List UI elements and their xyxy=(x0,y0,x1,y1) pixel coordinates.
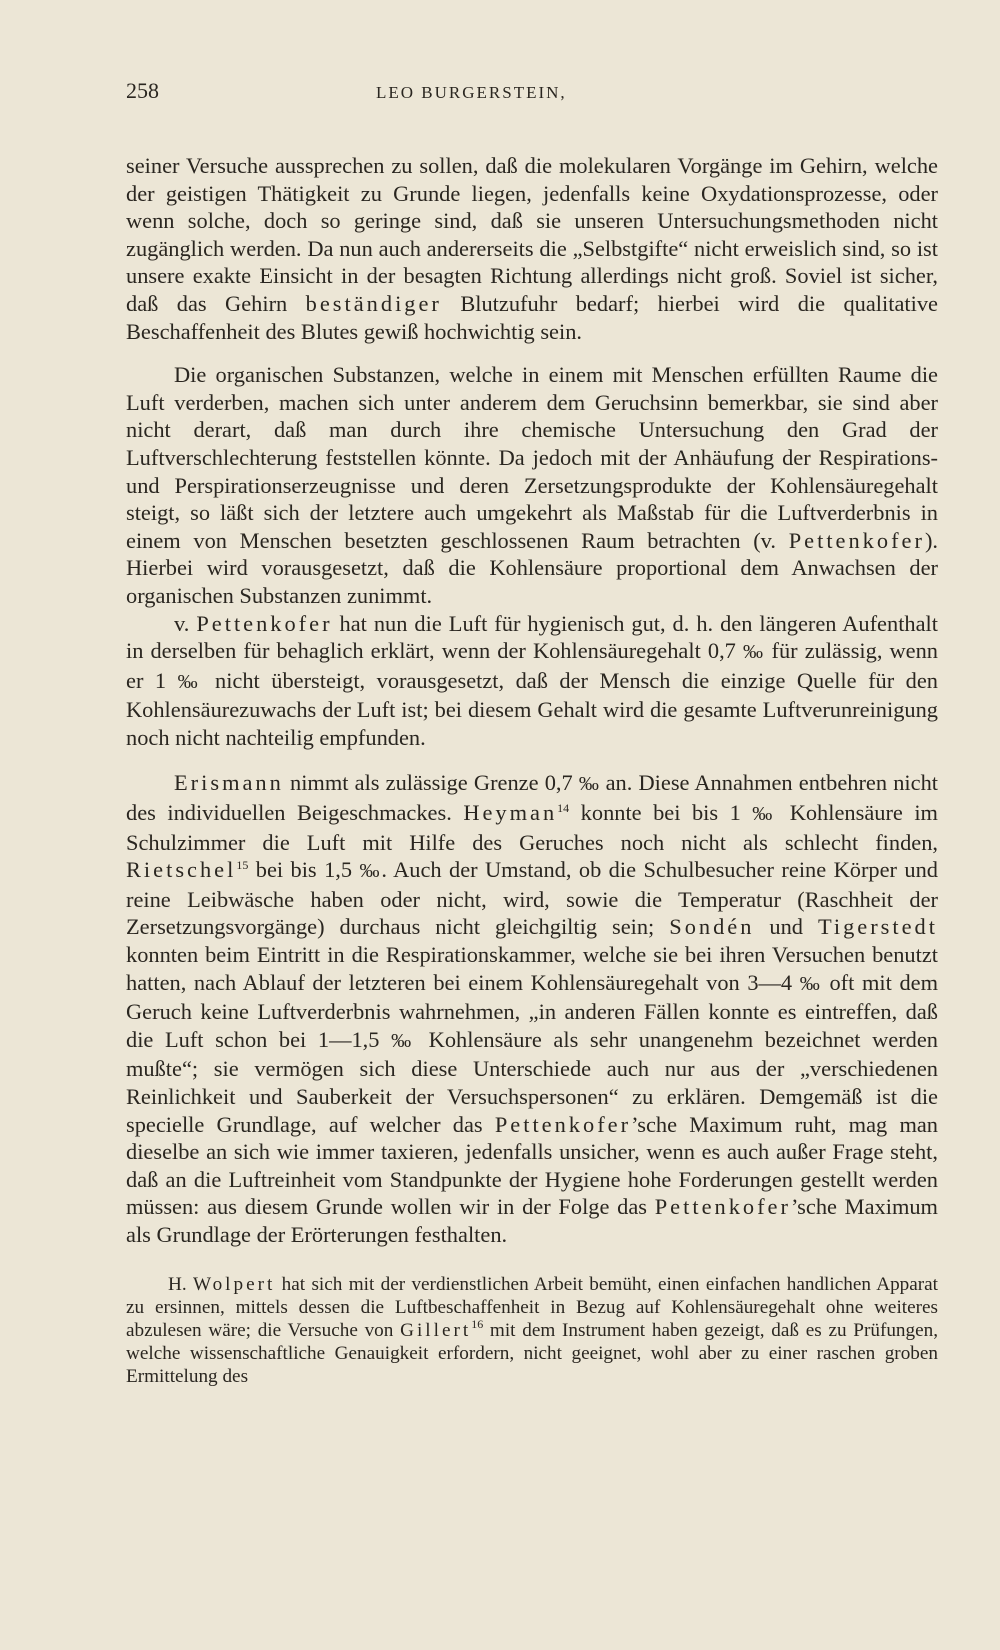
permille-sign: ‰ xyxy=(578,773,600,796)
text-run: v. xyxy=(174,610,190,636)
footnote-paragraph xyxy=(126,1273,938,1388)
reference-marker: 14 xyxy=(557,801,570,816)
permille-sign: ‰ xyxy=(799,972,822,995)
text-run: Kohlensäure im Schulzimmer die Luft mit Hilfe des Geruches noch nicht als schlecht finden, xyxy=(126,800,938,855)
author-name-spaced: Wolpert xyxy=(193,1273,276,1295)
text-run: für zulässig, wenn er 1 xyxy=(126,638,938,693)
permille-sign: ‰ xyxy=(177,670,204,693)
text-run: bei bis 1,5 xyxy=(255,857,353,883)
running-head: LEO BURGERSTEIN, xyxy=(376,83,567,102)
author-name-spaced: Pettenkofer xyxy=(654,1194,791,1220)
text-run: und xyxy=(769,914,803,940)
text-run: seiner Versuche aussprechen zu sollen, daß die molekularen Vorgänge im Gehirn, welche der geistigen Thätigkeit zu Grunde liegen, jedenfalls keine Oxydationsprozesse, oder wenn solche, doch so geringe sind, daß sie unseren Untersuchungsmethoden nicht zugänglich werden. Da nun auch andererseits die „Selbstgifte“ nicht erweislich sind, so ist unsere exakte Einsicht in der besagten Richtung allerdings nicht groß. Soviel ist sicher, daß das Gehirn xyxy=(126,153,938,316)
paragraph-4 xyxy=(126,769,938,1248)
text-run: konnte bei bis 1 xyxy=(580,800,741,826)
emphasis-spaced: beständiger xyxy=(305,290,442,316)
author-name-spaced: Tigerstedt xyxy=(817,914,938,940)
author-name-spaced: Sondén xyxy=(669,914,755,940)
text-run: Die organischen Substanzen, welche in einem mit Menschen erfüllten Raume die Luft verderben, machen sich unter anderem dem Geruchsinn bemerkbar, sie sind aber nicht derart, daß man durch ihre chemische Untersuchung den Grad der Luftverschlechterung feststellen könnte. Da jedoch mit der Anhäufung der Respirations- und Perspirationserzeugnisse und deren Zersetzungsprodukte der Kohlensäuregehalt steigt, so läßt sich der letztere auch umgekehrt als Maßstab für die Luftverderbnis in einem von Menschen besetzten geschlossenen Raum betrachten (v. xyxy=(126,362,938,553)
author-name-spaced: Rietschel xyxy=(126,857,237,883)
text-run: Blutzufuhr bedarf; hierbei wird die qualitative Beschaffenheit des Blutes gewiß hochwichtig sein. xyxy=(126,290,938,344)
text-run: nicht übersteigt, vorausgesetzt, daß der Mensch die einzige Quelle für den Kohlensäurezuwachs der Luft ist; bei diesem Gehalt wird die gesamte Luftverunreinigung noch nicht nachteilig empfunden. xyxy=(126,667,938,750)
author-name-spaced: Pettenkofer xyxy=(788,527,925,553)
permille-sign: ‰ xyxy=(359,860,382,883)
reference-marker: 15 xyxy=(236,858,249,873)
text-run: ’sche Maximum ruht, mag man dieselbe an sich wie immer taxieren, jedenfalls unsicher, wenn es auch außer Frage steht, daß an die Luftreinheit vom Standpunkte der Hygiene hohe Forderungen gestellt werden müssen: aus diesem Grunde wollen wir in der Folge das xyxy=(126,1111,939,1220)
author-name-spaced: Gillert xyxy=(400,1319,472,1341)
page-number: 258 xyxy=(126,78,159,103)
text-run: H. xyxy=(168,1273,187,1295)
permille-sign: ‰ xyxy=(742,641,765,664)
author-name-spaced: Heyman xyxy=(463,800,558,826)
text-run: Kohlensäure als sehr unangenehm bezeichnet werden mußte“; sie vermögen sich diese Unterschiede auch nur aus der „verschiedenen Reinlichkeit und Sauberkeit der Versuchspersonen“ zu erklären. Demgemäß ist die specielle Grundlage, auf welcher das xyxy=(126,1026,938,1137)
text-run: mit dem Instrument haben gezeigt, daß es zu Prüfungen, welche wissenschaftliche Genauigkeit erfordern, nicht geeignet, wohl aber zu einer raschen groben Ermittelung des xyxy=(126,1319,939,1387)
permille-sign: ‰ xyxy=(752,803,779,826)
author-name-spaced: Pettenkofer xyxy=(196,610,333,636)
text-run: konnten beim Eintritt in die Respirationskammer, welche sie bei ihren Versuchen benutzt hatten, nach Ablauf der letzteren bei einem Kohlensäuregehalt von 3—4 xyxy=(126,942,938,995)
paragraph-2 xyxy=(126,361,938,609)
text-run: hat nun die Luft für hygienisch gut, d. h. den längeren Aufenthalt in derselben für behaglich erklärt, wenn der Kohlensäuregehalt 0,7 xyxy=(126,610,938,664)
paragraph-1 xyxy=(126,152,938,345)
text-run: hat sich mit der verdienstlichen Arbeit bemüht, einen einfachen handlichen Apparat zu ersinnen, mittels dessen die Luftbeschaffenheit in Bezug auf Kohlensäuregehalt ohne weiteres abzulesen wäre; die Versuche von xyxy=(126,1273,939,1341)
text-run: . Auch der Umstand, ob die Schulbesucher reine Körper und reine Leibwäsche haben oder nicht, wird, sowie die Temperatur (Raschheit der Zersetzungsvorgänge) durchaus nicht gleichgiltig sein; xyxy=(126,857,939,940)
text-run: nimmt als zulässige Grenze 0,7 xyxy=(290,770,573,796)
permille-sign: ‰ xyxy=(391,1029,418,1052)
paragraph-3 xyxy=(126,610,938,752)
text-run: ’sche Maximum als Grundlage der Erörterungen festhalten. xyxy=(126,1194,938,1247)
text-run: oft mit dem Geruch keine Luftverderbnis wahrnehmen, „in anderen Fällen konnte es eintreffen, daß die Luft schon bei 1—1,5 xyxy=(126,969,939,1052)
author-name-spaced: Pettenkofer xyxy=(494,1111,632,1137)
page-header xyxy=(126,78,938,118)
reference-marker: 16 xyxy=(471,1316,484,1331)
author-name-spaced: Erismann xyxy=(174,770,284,796)
text-run: an. Diese Annahmen entbehren nicht des individuellen Beigeschmackes. xyxy=(126,770,938,826)
text-run: ). Hierbei wird vorausgesetzt, daß die Kohlensäure proportional dem Anwachsen der organischen Substanzen zunimmt. xyxy=(126,527,938,608)
